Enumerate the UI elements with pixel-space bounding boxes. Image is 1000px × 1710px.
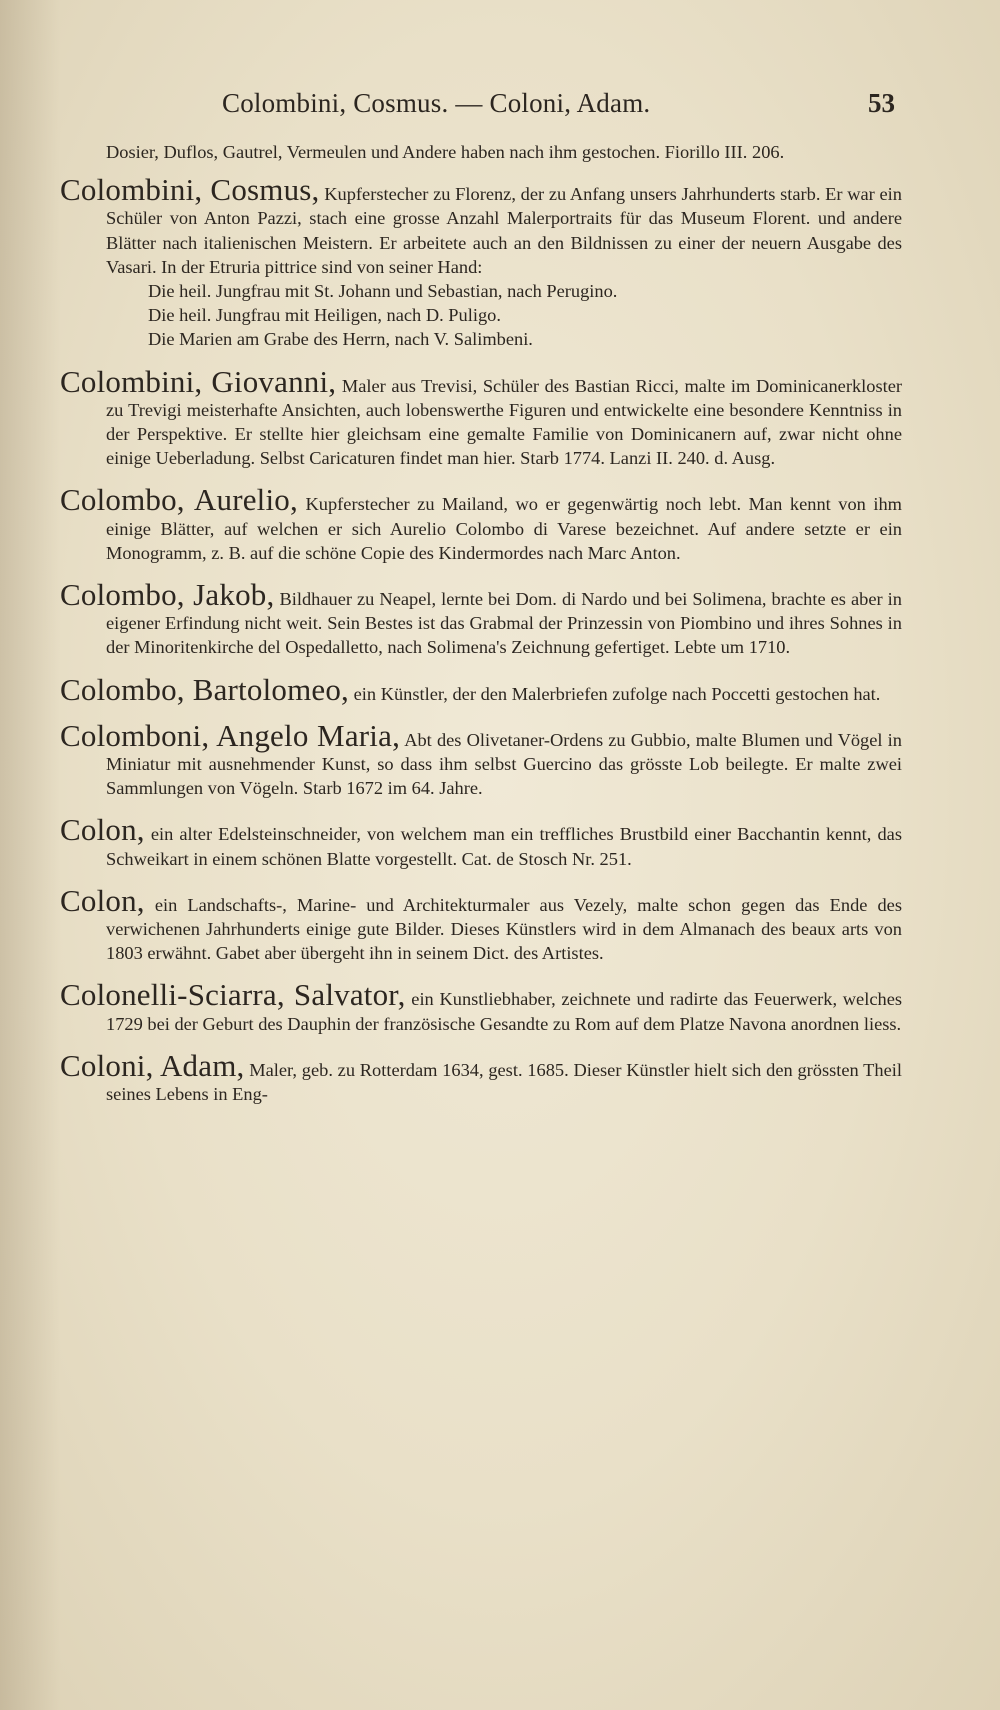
entry-coloni-adam <box>60 1047 902 1106</box>
page-body <box>60 140 902 1124</box>
work-item: Die Marien am Grabe des Herrn, nach V. Salimbeni. <box>148 329 533 350</box>
entry-text: Maler aus Trevisi, Schüler des Bastian Ricci, malte im Dominicanerkloster zu Trevigi meisterhafte Ansichten, auch lobenswerthe Figuren und entwickelte eine besondere Kenntniss in der Perspektive. Er stellte hier gleichsam eine gemalte Familie von Dominicanern auf, zwar nicht ohne einige Ueberladung. Selbst Caricaturen findet man hier. Starb 1774. Lanzi II. 240. d. Ausg. <box>106 375 902 469</box>
entry-text: ein Kunstliebhaber, zeichnete und radirte das Feuerwerk, welches 1729 bei der Geburt des Dauphin der französische Gesandte zu Rom auf dem Platze Navona anordnen liess. <box>106 989 903 1034</box>
entry-text: ein Künstler, der den Malerbriefen zufolge nach Poccetti gestochen hat. <box>353 683 881 704</box>
entry-colonelli-sciarra <box>60 977 903 1035</box>
entry-name: Colombini, Cosmus, <box>60 172 320 208</box>
entry-text: ein alter Edelsteinschneider, von welchem man ein treffliches Brustbild einer Bacchantin kennt, das Schweikart in einem schönen Blatte vorgestellt. Cat. de Stosch Nr. 251. <box>106 824 902 869</box>
entry-name: Colombo, Bartolomeo, <box>60 671 350 707</box>
entry-text: Abt des Olivetaner-Ordens zu Gubbio, malte Blumen und Vögel in Miniatur mit ausnehmender Kunst, so dass ihm selbst Guercino das grösste Lob beilegte. Er malte zwei Sammlungen von Vögeln. Starb 1672 im 64. Jahre. <box>106 729 902 799</box>
header-title: Colombini, Cosmus. — Coloni, Adam. <box>222 88 651 118</box>
entry-name: Colon, <box>60 882 145 918</box>
entry-colombini-giovanni <box>60 363 902 471</box>
entry-text: Kupferstecher zu Mailand, wo er gegenwärtig noch lebt. Man kennt von ihm einige Blätter, auf welchen er sich Aurelio Colombo di Varese bezeichnet. Auf andere setzte er ein Monogramm, z. B. auf die schöne Copie des Kindermordes nach Marc Anton. <box>106 494 902 563</box>
entry-name: Coloni, Adam, <box>60 1047 245 1083</box>
page-shadow <box>0 0 60 1710</box>
continuation-paragraph: Dosier, Duflos, Gautrel, Vermeulen und Andere haben nach ihm gestochen. Fiorillo III. 206. <box>106 142 785 162</box>
entry-text: Maler, geb. zu Rotterdam 1634, gest. 1685. Dieser Künstler hielt sich den grössten Theil seines Lebens in Eng- <box>106 1059 902 1105</box>
entry-colombo-aurelio <box>60 482 902 565</box>
work-item: Die heil. Jungfrau mit St. Johann und Sebastian, nach Perugino. <box>148 281 618 302</box>
page-number: 53 <box>868 88 895 118</box>
entry-colombo-jakob <box>60 577 902 660</box>
entry-name: Colombini, Giovanni, <box>60 363 337 399</box>
entry-text: Kupferstecher zu Florenz, der zu Anfang unsers Jahrhunderts starb. Er war ein Schüler von Anton Pazzi, stach eine grosse Anzahl Malerportraits für das Museum Florent. und andere Blätter nach italienischen Meistern. Er arbeitete auch an den Bildnissen zu einer der neuern Ausgabe des Vasari. In der Etruria pittrice sind von seiner Hand: <box>106 184 902 277</box>
entry-name: Colon, <box>60 812 145 848</box>
entry-name: Colombo, Aurelio, <box>60 482 298 518</box>
entry-colon-painter <box>60 882 902 966</box>
entry-colombo-bartolomeo <box>60 671 902 707</box>
entry-text: Bildhauer zu Neapel, lernte bei Dom. di Nardo und bei Solimena, brachte es aber in eigener Erfindung nicht weit. Sein Bestes ist das Grabmal der Prinzessin von Piombino und ihres Sohnes in der Minoritenkirche del Ospedalletto, nach Solimena's Zeichnung gefertiget. Lebte um 1710. <box>106 589 902 658</box>
entry-name: Colomboni, Angelo Maria, <box>60 717 401 753</box>
entry-colon-gem-cutter <box>60 812 902 870</box>
entry-text: ein Landschafts-, Marine- und Architekturmaler aus Vezely, malte schon gegen das Ende des verwichenen Jahrhunderts einige gute Bilder. Dieses Künstlers wird in dem Almanach des beaux arts von 1803 erwähnt. Gabet aber übergeht ihn in seinem Dict. des Artistes. <box>106 894 902 964</box>
entry-name: Colombo, Jakob, <box>60 577 275 613</box>
work-list <box>106 279 902 352</box>
entry-name: Colonelli-Sciarra, Salvator, <box>60 977 406 1013</box>
entry-colomboni-angelo-maria <box>60 717 902 801</box>
running-header <box>222 88 895 128</box>
entry-colombini-cosmus <box>60 172 902 351</box>
work-item: Die heil. Jungfrau mit Heiligen, nach D. Puligo. <box>148 305 501 326</box>
